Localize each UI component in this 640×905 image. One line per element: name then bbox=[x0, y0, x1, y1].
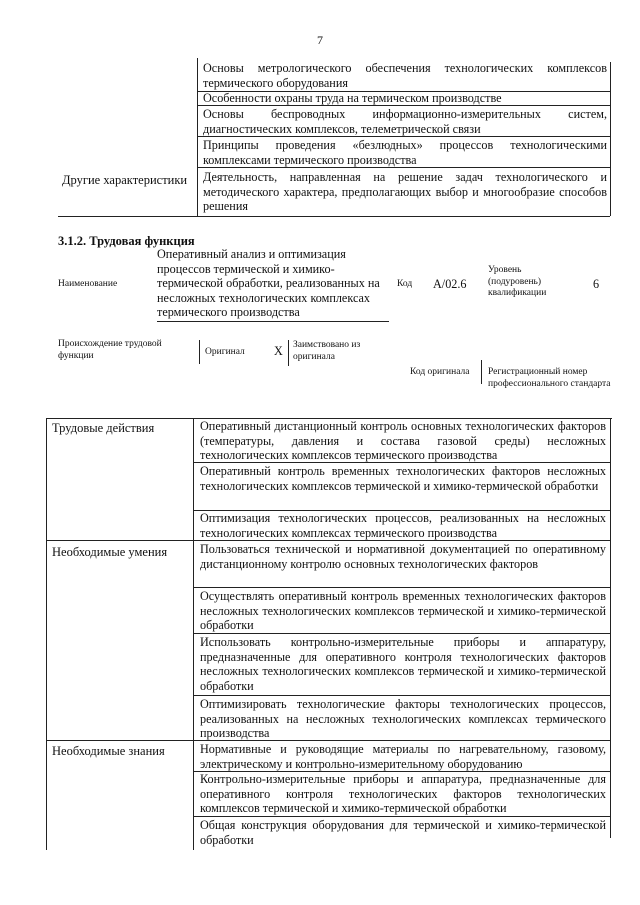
other-characteristics-label: Другие характеристики bbox=[62, 173, 188, 187]
knowledge-3: Общая конструкция оборудования для термической и химико-термической обработки bbox=[200, 818, 606, 847]
knowledge-label: Необходимые знания bbox=[52, 744, 165, 758]
code-label: Код bbox=[397, 279, 413, 289]
skills-label: Необходимые умения bbox=[52, 545, 168, 559]
top-table-row-line bbox=[197, 167, 610, 168]
section-heading: 3.1.2. Трудовая функция bbox=[58, 234, 195, 248]
top-table-right-border bbox=[610, 62, 611, 216]
action-2: Оперативный контроль временных технологических факторов несложных технологических комплексов термической и химико-термической обработки bbox=[200, 464, 606, 493]
top-row-4: Принципы проведения «безлюдных» процессов технологическими комплексами термического производства bbox=[203, 138, 607, 167]
origin-mark: X bbox=[274, 344, 283, 358]
level-label: Уровень (подуровень) квалификации bbox=[488, 265, 547, 298]
knowledge-2: Контрольно-измерительные приборы и аппаратура, предназначенные для оперативного контроля технологических факторов технологических комплексов термической и химико-термической обработки bbox=[200, 772, 606, 815]
row-line bbox=[193, 587, 610, 588]
skill-3: Использовать контрольно-измерительные приборы и аппаратуру, предназначенные для оперативного контроля технологических факторов несложных технологических комплексов термической и химико-термической обработки bbox=[200, 635, 606, 693]
code-original-label: Код оригинала bbox=[410, 367, 470, 377]
skill-1: Пользоваться технической и нормативной документацией по оперативному дистанционному контролю основных технологических факторов bbox=[200, 542, 606, 571]
actions-label: Трудовые действия bbox=[52, 421, 155, 435]
origin-box-left bbox=[199, 340, 200, 364]
origin-borrowed: Заимствовано из оригинала bbox=[293, 340, 361, 362]
row-line bbox=[193, 633, 610, 634]
skill-4: Оптимизировать технологические факторы технологических процессов, реализованных на несложных технологических комплексах термического производства bbox=[200, 697, 606, 740]
origin-label: Происхождение трудовой функции bbox=[58, 339, 162, 361]
top-row-5: Деятельность, направленная на решение задач технологического и методического характера, предполагающих выбор и многообразие способов решения bbox=[203, 170, 607, 213]
top-row-2: Особенности охраны труда на термическом производстве bbox=[203, 91, 502, 105]
code-value: А/02.6 bbox=[433, 277, 467, 291]
page-number: 7 bbox=[317, 33, 323, 47]
origin-box-divider bbox=[288, 340, 289, 366]
row-line bbox=[193, 816, 610, 817]
top-row-1: Основы метрологического обеспечения технологических комплексов термического оборудования bbox=[203, 61, 607, 90]
action-3: Оптимизация технологических процессов, реализованных на несложных технологических комплексах термического производства bbox=[200, 511, 606, 540]
reg-divider bbox=[481, 360, 482, 384]
name-underline bbox=[157, 321, 389, 322]
origin-original: Оригинал bbox=[205, 347, 245, 357]
group-line bbox=[46, 540, 610, 541]
top-table-row-line bbox=[197, 136, 610, 137]
knowledge-1: Нормативные и руководящие материалы по нагревательному, газовому, электрическому и контрольно-измерительному оборудованию bbox=[200, 742, 606, 771]
action-1: Оперативный дистанционный контроль основных технологических факторов (температуры, давления и состава газовой среды) несложных технологических комплексов термического производства bbox=[200, 419, 606, 462]
level-value: 6 bbox=[593, 277, 600, 291]
top-row-3: Основы беспроводных информационно-измерительных систем, диагностических комплексов, телеметрической связи bbox=[203, 107, 607, 136]
row-line bbox=[193, 695, 610, 696]
main-table-left bbox=[46, 418, 47, 850]
main-table-divider bbox=[193, 418, 194, 850]
reg-number-label: Регистрационный номер профессионального стандарта bbox=[488, 367, 611, 389]
name-label: Наименование bbox=[58, 279, 118, 289]
top-table-bottom-line bbox=[58, 216, 610, 217]
skill-2: Осуществлять оперативный контроль временных технологических факторов несложных технологических комплексов термической и химико-термической обработки bbox=[200, 589, 606, 632]
main-table-right bbox=[610, 418, 611, 838]
function-name: Оперативный анализ и оптимизация процессов термической и химико-термической обработки, реализованных на несложных технологических комплексах термического производства bbox=[157, 247, 380, 320]
top-table-divider bbox=[197, 58, 198, 216]
